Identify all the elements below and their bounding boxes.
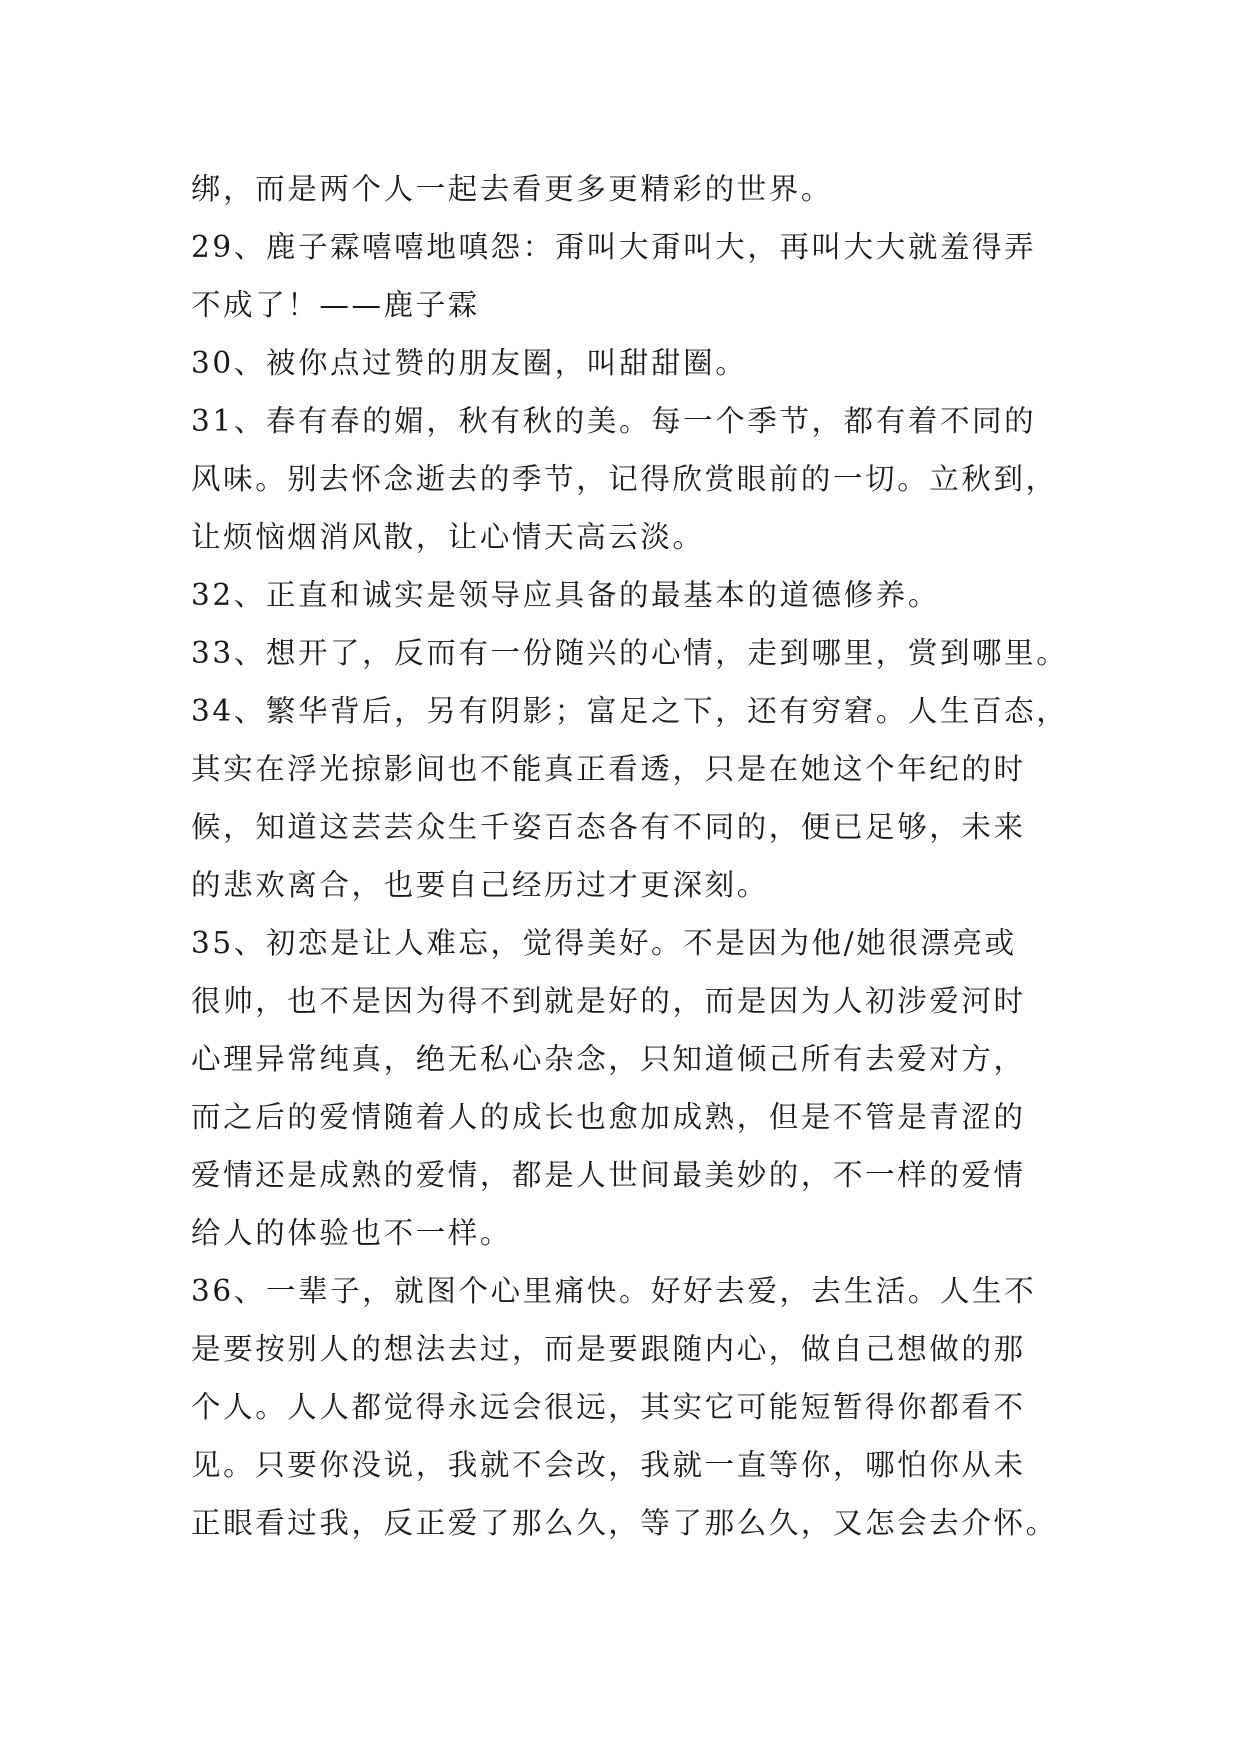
text-line-5: 31、春有春的媚，秋有秋的美。每一个季节，都有着不同的 bbox=[191, 404, 1037, 438]
text-line-13: 的悲欢离合，也要自己经历过才更深刻。 bbox=[191, 868, 769, 902]
text-line-23: 见。只要你没说，我就不会改，我就一直等你，哪怕你从未 bbox=[191, 1448, 1026, 1482]
document-body bbox=[191, 160, 1071, 1552]
text-line-19: 给人的体验也不一样。 bbox=[191, 1216, 513, 1250]
text-line-9: 33、想开了，反而有一份随兴的心情，走到哪里，赏到哪里。 bbox=[191, 636, 1069, 670]
text-line-21: 是要按别人的想法去过，而是要跟随内心，做自己想做的那 bbox=[191, 1332, 1026, 1366]
text-line-14: 35、初恋是让人难忘，觉得美好。不是因为他/她很漂亮或 bbox=[191, 926, 1017, 960]
text-line-11: 其实在浮光掠影间也不能真正看透，只是在她这个年纪的时 bbox=[191, 752, 1026, 786]
text-line-4: 30、被你点过赞的朋友圈，叫甜甜圈。 bbox=[191, 346, 748, 380]
text-line-15: 很帅，也不是因为得不到就是好的，而是因为人初涉爱河时 bbox=[191, 984, 1026, 1018]
text-line-7: 让烦恼烟消风散，让心情天高云淡。 bbox=[191, 520, 705, 554]
text-line-22: 个人。人人都觉得永远会很远，其实它可能短暂得你都看不 bbox=[191, 1390, 1026, 1424]
text-line-12: 候，知道这芸芸众生千姿百态各有不同的，便已足够，未来 bbox=[191, 810, 1026, 844]
text-line-6: 风味。别去怀念逝去的季节，记得欣赏眼前的一切。立秋到， bbox=[191, 462, 1058, 496]
text-line-10: 34、繁华背后，另有阴影；富足之下，还有穷窘。人生百态， bbox=[191, 694, 1069, 728]
text-line-1: 绑，而是两个人一起去看更多更精彩的世界。 bbox=[191, 172, 834, 206]
text-line-3: 不成了！——鹿子霖 bbox=[191, 288, 480, 322]
text-line-16: 心理异常纯真，绝无私心杂念，只知道倾己所有去爱对方， bbox=[191, 1042, 1026, 1076]
text-line-18: 爱情还是成熟的爱情，都是人世间最美妙的，不一样的爱情 bbox=[191, 1158, 1026, 1192]
text-line-2: 29、鹿子霖嘻嘻地嗔怨：甭叫大甭叫大，再叫大大就羞得弄 bbox=[191, 230, 1037, 264]
text-line-24: 正眼看过我，反正爱了那么久，等了那么久，又怎会去介怀。 bbox=[191, 1506, 1058, 1540]
text-line-17: 而之后的爱情随着人的成长也愈加成熟，但是不管是青涩的 bbox=[191, 1100, 1026, 1134]
text-line-8: 32、正直和诚实是领导应具备的最基本的道德修养。 bbox=[191, 578, 940, 612]
text-line-20: 36、一辈子，就图个心里痛快。好好去爱，去生活。人生不 bbox=[191, 1274, 1037, 1308]
